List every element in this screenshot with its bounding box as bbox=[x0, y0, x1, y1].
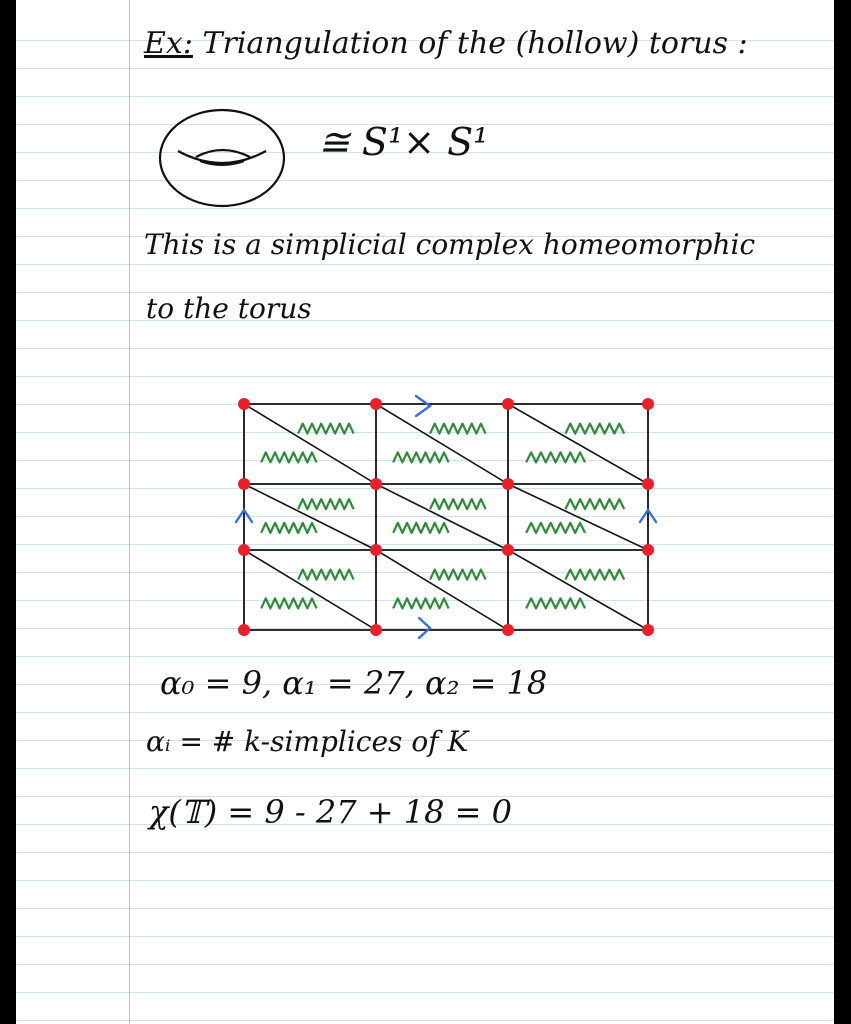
glue-arrow-icon bbox=[419, 618, 430, 638]
hatch-scribble bbox=[298, 424, 353, 434]
hatching bbox=[261, 424, 624, 609]
diagonal-edge bbox=[508, 404, 648, 484]
diagonal-edge bbox=[508, 550, 648, 630]
glue-arrow-icon bbox=[416, 396, 430, 416]
euler-characteristic: χ(𝕋) = 9 - 27 + 18 = 0 bbox=[149, 793, 512, 831]
hatch-scribble bbox=[393, 598, 448, 608]
vertex-dot bbox=[642, 544, 654, 556]
vertex-dot bbox=[238, 478, 250, 490]
vertex-dot bbox=[502, 398, 514, 410]
vertex-dot bbox=[238, 544, 250, 556]
vertex-dot bbox=[370, 478, 382, 490]
triangulation-diagram bbox=[216, 380, 676, 650]
notebook-page bbox=[16, 0, 834, 1024]
description-line-2: to the torus bbox=[146, 292, 312, 325]
vertex-dot bbox=[502, 478, 514, 490]
title-text: Triangulation of the (hollow) torus : bbox=[202, 26, 748, 61]
hatch-scribble bbox=[430, 570, 485, 580]
simplex-counts: α₀ = 9, α₁ = 27, α₂ = 18 bbox=[160, 664, 548, 702]
vertex-dot bbox=[370, 544, 382, 556]
diagonal-edge bbox=[376, 404, 508, 484]
hatch-scribble bbox=[565, 499, 624, 509]
diagonal-edge bbox=[244, 484, 376, 550]
vertex-dot bbox=[370, 624, 382, 636]
hatch-scribble bbox=[565, 424, 624, 434]
page-title bbox=[144, 26, 748, 61]
hatch-scribble bbox=[261, 523, 316, 533]
vertex-dot bbox=[238, 624, 250, 636]
diagonal-edge bbox=[244, 550, 376, 630]
title-ex-label: Ex: bbox=[144, 26, 193, 61]
diagonal-edge bbox=[508, 484, 648, 550]
hatch-scribble bbox=[298, 570, 353, 580]
hatch-scribble bbox=[430, 424, 485, 434]
hatch-scribble bbox=[261, 452, 316, 462]
hatch-scribble bbox=[526, 452, 585, 462]
hatch-scribble bbox=[393, 523, 448, 533]
alpha-definition: αᵢ = # k-simplices of K bbox=[146, 725, 469, 758]
hatch-scribble bbox=[526, 523, 585, 533]
vertex-dot bbox=[370, 398, 382, 410]
margin-line bbox=[129, 0, 130, 1024]
vertex-dot bbox=[502, 544, 514, 556]
hatch-scribble bbox=[298, 499, 353, 509]
vertex-dot bbox=[238, 398, 250, 410]
hatch-scribble bbox=[526, 598, 585, 608]
grid-edges bbox=[244, 404, 648, 630]
diagonal-edge bbox=[244, 404, 376, 484]
vertex-dot bbox=[502, 624, 514, 636]
hatch-scribble bbox=[261, 598, 316, 608]
vertex-dot bbox=[642, 478, 654, 490]
hatch-scribble bbox=[565, 570, 624, 580]
isomorphism-formula: ≅ S¹× S¹ bbox=[318, 120, 489, 164]
vertex-dot bbox=[642, 398, 654, 410]
diagonal-edge bbox=[376, 484, 508, 550]
description-line-1: This is a simplicial complex homeomorphic bbox=[144, 228, 756, 261]
diagonal-edge bbox=[376, 550, 508, 630]
hatch-scribble bbox=[393, 452, 448, 462]
torus-sketch-icon bbox=[156, 105, 296, 210]
hatch-scribble bbox=[430, 499, 485, 509]
vertex-dot bbox=[642, 624, 654, 636]
